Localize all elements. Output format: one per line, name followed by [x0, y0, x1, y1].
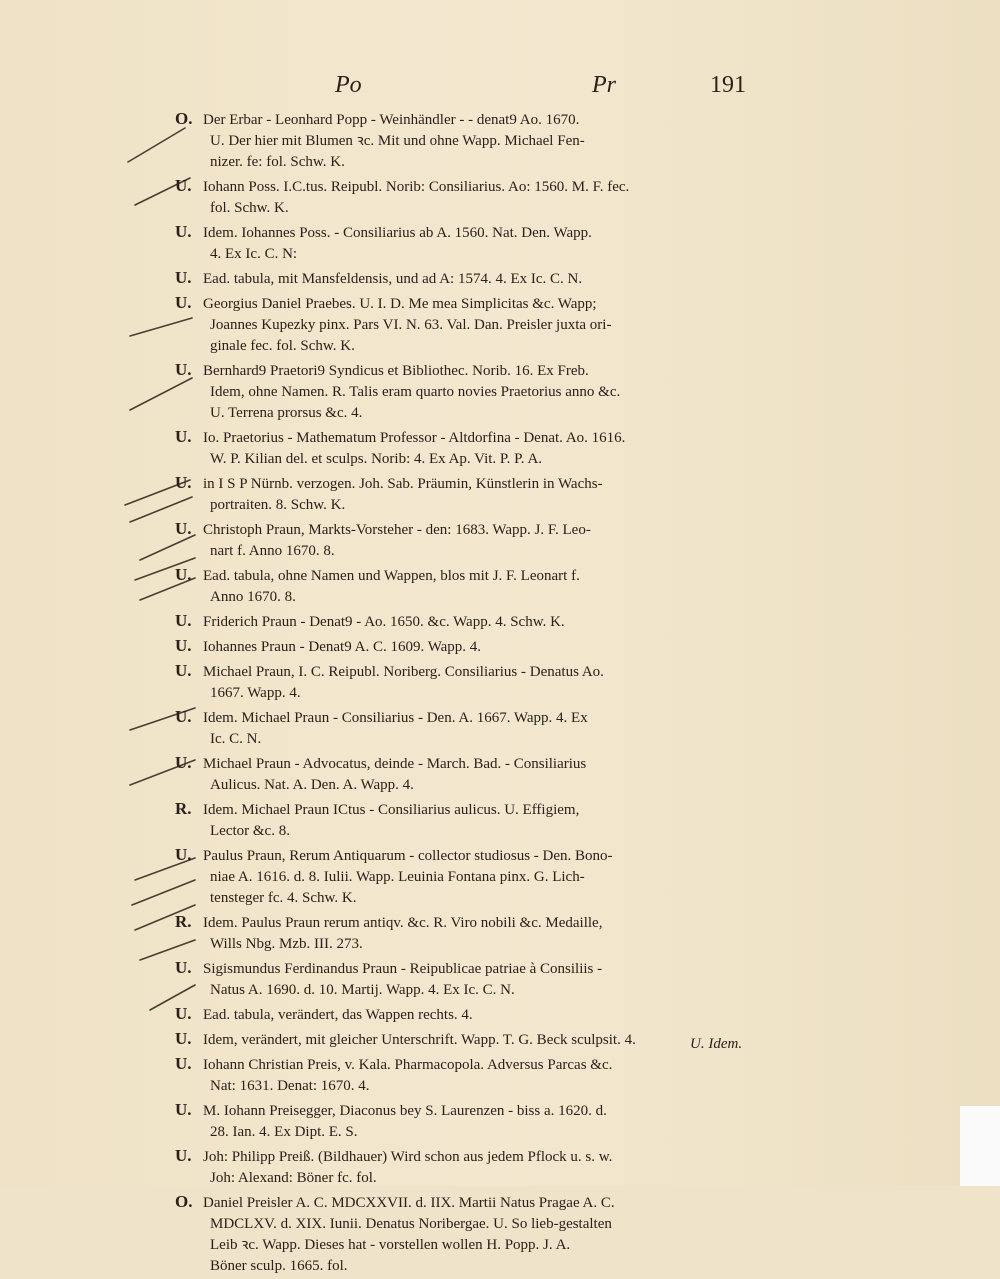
entry-continuation-line [175, 1122, 760, 1143]
entry-text: ginale fec. fol. Schw. K. [210, 338, 355, 354]
entry-first-line [175, 1053, 760, 1076]
entry-marker: U. [175, 845, 192, 864]
catalog-entry [175, 911, 760, 955]
entry-text: 4. Ex Ic. C. N: [210, 246, 298, 262]
catalog-entry [175, 1099, 760, 1143]
entry-text: Idem, verändert, mit gleicher Unterschrift. Wapp. T. G. Beck sculpsit. 4. [203, 1032, 636, 1048]
entry-text: Ead. tabula, ohne Namen und Wappen, blos mit J. F. Leonart f. [203, 568, 580, 584]
entry-text: Ic. C. N. [210, 731, 262, 747]
entry-continuation-line [175, 152, 760, 173]
entry-text: Anno 1670. 8. [210, 589, 296, 605]
entry-marker: U. [175, 473, 192, 492]
entry-text: Friderich Praun - Denat9 - Ao. 1650. &c. Wapp. 4. Schw. K. [203, 614, 565, 630]
entry-continuation-line [175, 495, 760, 516]
entry-text: Joannes Kupezky pinx. Pars VI. N. 63. Val. Dan. Preisler juxta ori- [210, 317, 612, 333]
entry-text: Idem. Paulus Praun rerum antiqv. &c. R. Viro nobili &c. Medaille, [203, 915, 603, 931]
entry-continuation-line [175, 198, 760, 219]
entry-text: Aulicus. Nat. A. Den. A. Wapp. 4. [210, 777, 414, 793]
entry-continuation-line [175, 1256, 760, 1277]
header-middle: Pr [592, 72, 616, 98]
entry-text: Ead. tabula, verändert, das Wappen rechts. 4. [203, 1007, 473, 1023]
catalog-entry [175, 564, 760, 608]
entry-text: W. P. Kilian del. et sculps. Norib: 4. Ex Ap. Vit. P. P. A. [210, 451, 543, 467]
entry-text: U. Terrena prorsus &c. 4. [210, 405, 363, 421]
entry-marker: O. [175, 109, 193, 128]
entry-continuation-line [175, 980, 760, 1001]
entry-marker: U. [175, 293, 192, 312]
entry-text: Nat: 1631. Denat: 1670. 4. [210, 1078, 370, 1094]
entry-text: in I S P Nürnb. verzogen. Joh. Sab. Präumin, Künstlerin in Wachs- [203, 476, 603, 492]
entry-first-line [175, 1099, 760, 1122]
entry-first-line [175, 660, 760, 683]
catalog-entry [175, 844, 760, 909]
entry-marker: U. [175, 958, 192, 977]
entry-text: Paulus Praun, Rerum Antiquarum - collector studiosus - Den. Bono- [203, 848, 613, 864]
entry-text: Georgius Daniel Praebes. U. I. D. Me mea Simplicitas &c. Wapp; [203, 296, 597, 312]
entry-marker: U. [175, 1029, 192, 1048]
entry-text: Iohann Christian Preis, v. Kala. Pharmacopola. Adversus Parcas &c. [203, 1057, 613, 1073]
entry-first-line [175, 518, 760, 541]
entry-continuation-line [175, 336, 760, 357]
entry-text: nizer. fe: fol. Schw. K. [210, 154, 345, 170]
entry-text: Wills Nbg. Mzb. III. 273. [210, 936, 363, 952]
entry-continuation-line [175, 541, 760, 562]
entry-text: Iohann Poss. I.C.tus. Reipubl. Norib: Consiliarius. Ao: 1560. M. F. fec. [203, 179, 630, 195]
entry-text: M. Iohann Preisegger, Diaconus bey S. Laurenzen - biss a. 1620. d. [203, 1103, 607, 1119]
entry-continuation-line [175, 315, 760, 336]
entry-first-line [175, 752, 760, 775]
entry-text: Iohannes Praun - Denat9 A. C. 1609. Wapp. 4. [203, 639, 482, 655]
catalog-entry [175, 1003, 760, 1026]
entry-first-line [175, 359, 760, 382]
catchword-footer: U. Idem. [690, 1036, 743, 1052]
entry-text: Io. Praetorius - Mathematum Professor - Altdorfina - Denat. Ao. 1616. [203, 430, 626, 446]
entry-continuation-line [175, 888, 760, 909]
entry-marker: U. [175, 661, 192, 680]
entry-text: Michael Praun - Advocatus, deinde - March. Bad. - Consiliarius [203, 756, 587, 772]
entry-continuation-line [175, 821, 760, 842]
entry-text: Christoph Praun, Markts-Vorsteher - den: 1683. Wapp. J. F. Leo- [203, 522, 591, 538]
entry-text: Daniel Preisler A. C. MDCXXVII. d. IIX. Martii Natus Pragae A. C. [203, 1195, 615, 1211]
entry-continuation-line [175, 449, 760, 470]
catalog-entry [175, 1145, 760, 1189]
entry-text: MDCLXV. d. XIX. Iunii. Denatus Noribergae. U. So lieb-gestalten [210, 1216, 612, 1232]
entry-continuation-line [175, 382, 760, 403]
entry-marker: U. [175, 360, 192, 379]
entry-marker: U. [175, 636, 192, 655]
catalog-entry [175, 292, 760, 357]
entry-text: Idem, ohne Namen. R. Talis eram quarto novies Praetorius anno &c. [210, 384, 621, 400]
entry-marker: R. [175, 799, 192, 818]
catalog-entry [175, 108, 760, 173]
entry-first-line [175, 1145, 760, 1168]
entry-marker: U. [175, 519, 192, 538]
entry-text: tensteger fc. 4. Schw. K. [210, 890, 357, 906]
entry-continuation-line [175, 131, 760, 152]
entry-first-line [175, 292, 760, 315]
entry-text: 28. Ian. 4. Ex Dipt. E. S. [210, 1124, 358, 1140]
entry-continuation-line [175, 1214, 760, 1235]
catalog-entry [175, 635, 760, 658]
catalog-entry [175, 1028, 760, 1051]
catalog-entry [175, 706, 760, 750]
entry-marker: U. [175, 753, 192, 772]
page-number: 191 [710, 72, 746, 98]
entry-text: Der Erbar - Leonhard Popp - Weinhändler - - denat9 Ao. 1670. [203, 112, 580, 128]
entry-continuation-line [175, 244, 760, 265]
entry-text: niae A. 1616. d. 8. Iulii. Wapp. Leuinia Fontana pinx. G. Lich- [210, 869, 585, 885]
entry-first-line [175, 221, 760, 244]
catalog-entry [175, 472, 760, 516]
entry-text: Natus A. 1690. d. 10. Martij. Wapp. 4. Ex Ic. C. N. [210, 982, 515, 998]
entry-first-line [175, 108, 760, 131]
entry-continuation-line [175, 587, 760, 608]
entry-first-line [175, 1003, 760, 1026]
entry-first-line [175, 844, 760, 867]
entry-first-line [175, 635, 760, 658]
entry-first-line [175, 798, 760, 821]
entry-continuation-line [175, 867, 760, 888]
entry-marker: U. [175, 611, 192, 630]
entry-first-line [175, 1028, 760, 1051]
entry-first-line [175, 610, 760, 633]
entry-marker: U. [175, 268, 192, 287]
entry-continuation-line [175, 934, 760, 955]
entry-marker: O. [175, 1192, 193, 1211]
catalog-entry [175, 221, 760, 265]
margin-tick-marks [0, 0, 200, 1186]
entry-first-line [175, 1191, 760, 1214]
entry-text: Joh: Philipp Preiß. (Bildhauer) Wird schon aus jedem Pflock u. s. w. [203, 1149, 613, 1165]
catalog-entry [175, 175, 760, 219]
entry-first-line [175, 175, 760, 198]
entry-text: 1667. Wapp. 4. [210, 685, 301, 701]
entry-continuation-line [175, 683, 760, 704]
catalog-entry [175, 752, 760, 796]
entry-text: Leib ꝛc. Wapp. Dieses hat - vorstellen wollen H. Popp. J. A. [210, 1237, 571, 1253]
entry-text: Idem. Michael Praun - Consiliarius - Den. A. 1667. Wapp. 4. Ex [203, 710, 588, 726]
entry-continuation-line [175, 1235, 760, 1256]
entry-marker: U. [175, 427, 192, 446]
catalog-entry [175, 518, 760, 562]
catalog-entry [175, 359, 760, 424]
entry-continuation-line [175, 403, 760, 424]
entry-text: Böner sculp. 1665. fol. [210, 1258, 348, 1274]
entry-continuation-line [175, 1076, 760, 1097]
catalog-entry [175, 267, 760, 290]
entry-text: portraiten. 8. Schw. K. [210, 497, 346, 513]
entry-text: fol. Schw. K. [210, 200, 289, 216]
entry-text: Ead. tabula, mit Mansfeldensis, und ad A: 1574. 4. Ex Ic. C. N. [203, 271, 583, 287]
entry-first-line [175, 706, 760, 729]
entry-marker: U. [175, 1100, 192, 1119]
entry-text: Lector &c. 8. [210, 823, 290, 839]
entry-text: Sigismundus Ferdinandus Praun - Reipublicae patriae à Consiliis - [203, 961, 603, 977]
entry-marker: U. [175, 1054, 192, 1073]
entry-marker: U. [175, 565, 192, 584]
entry-first-line [175, 911, 760, 934]
entry-first-line [175, 267, 760, 290]
entry-text: U. Der hier mit Blumen ꝛc. Mit und ohne Wapp. Michael Fen- [210, 133, 585, 149]
catalog-entry [175, 957, 760, 1001]
entry-text: Bernhard9 Praetori9 Syndicus et Bibliothec. Norib. 16. Ex Freb. [203, 363, 589, 379]
entry-list [175, 108, 760, 1279]
entry-continuation-line [175, 729, 760, 750]
entry-marker: U. [175, 1004, 192, 1023]
entry-first-line [175, 426, 760, 449]
entry-continuation-line [175, 775, 760, 796]
entry-text: Idem. Michael Praun ICtus - Consiliarius aulicus. U. Effigiem, [203, 802, 580, 818]
entry-text: Joh: Alexand: Böner fc. fol. [210, 1170, 377, 1186]
entry-marker: U. [175, 176, 192, 195]
catalog-entry [175, 426, 760, 470]
catalog-entry [175, 660, 760, 704]
entry-marker: R. [175, 912, 192, 931]
page-corner [960, 1106, 1000, 1186]
entry-text: Michael Praun, I. C. Reipubl. Noriberg. Consiliarius - Denatus Ao. [203, 664, 604, 680]
entry-text: Idem. Iohannes Poss. - Consiliarius ab A. 1560. Nat. Den. Wapp. [203, 225, 592, 241]
entry-text: nart f. Anno 1670. 8. [210, 543, 335, 559]
entry-marker: U. [175, 707, 192, 726]
entry-first-line [175, 564, 760, 587]
entry-marker: U. [175, 222, 192, 241]
catalog-entry [175, 798, 760, 842]
entry-first-line [175, 957, 760, 980]
catalog-entry [175, 610, 760, 633]
header-left: Po [335, 72, 362, 98]
entry-marker: U. [175, 1146, 192, 1165]
entry-first-line [175, 472, 760, 495]
catalog-entry [175, 1191, 760, 1277]
catalog-entry [175, 1053, 760, 1097]
